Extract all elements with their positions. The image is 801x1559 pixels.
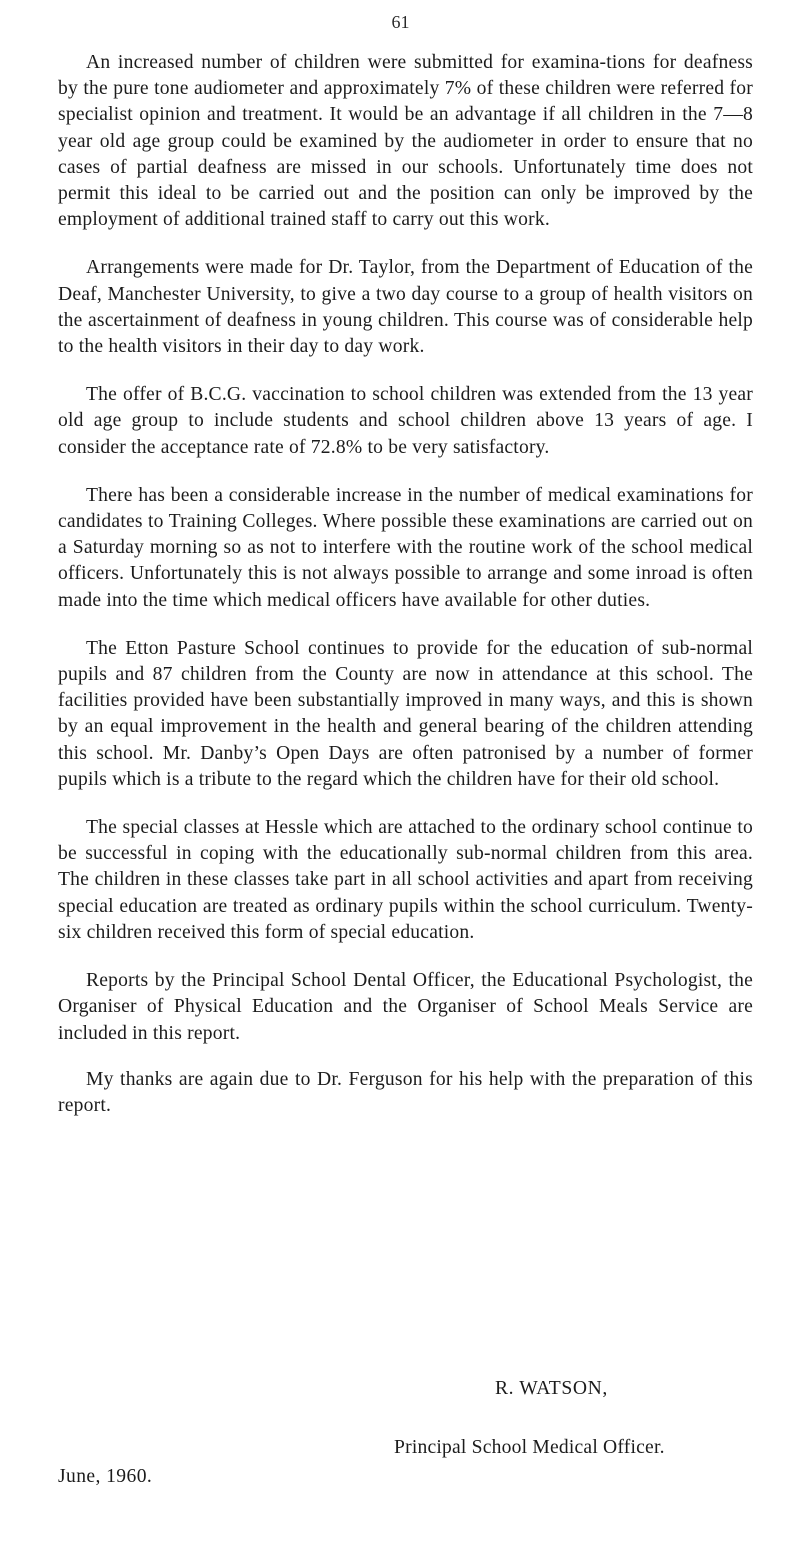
paragraph-audiometer: An increased number of children were submitted for examina-tions for deafness by the pure tone audiometer and approximately 7% of these children were referred for specialist opinion and treatment. It would be an advantage if all children in the 7—8 year old age group could be examined by the audiometer in order to ensure that no cases of partial deafness are missed in our schools. Unfortunately time does not permit this ideal to be carried out and the position can only be improved by the employment of additional trained staff to carry out this work. — [58, 52, 753, 231]
paragraph-training-colleges: There has been a considerable increase in the number of medical examinations for candidates to Training Colleges. Where possible these examinations are carried out on a Saturday morning so as not to interfere with the routine work of the school medical officers. Unfortunately this is not always possible to arrange and some inroad is often made into the time which medical officers have available for other duties. — [58, 484, 753, 611]
paragraph-thanks: My thanks are again due to Dr. Ferguson for his help with the preparation of this report. — [58, 1068, 753, 1116]
paragraph-etton-pasture-school: The Etton Pasture School continues to provide for the education of sub-normal pupils and 87 children from the County are now in attendance at this school. The facilities provided have been substantially improved in many ways, and this is shown by an equal improvement in the health and general bearing of the children attending this school. Mr. Danby’s Open Days are often patronised by a number of former pupils which is a tribute to the regard which the children have for their old school. — [58, 637, 753, 790]
paragraph-hessle-special-classes: The special classes at Hessle which are attached to the ordinary school continue to be successful in coping with the educationally sub-normal children from this area. The children in these classes take part in all school activities and apart from receiving special education are treated as ordinary pupils within the school curriculum. Twenty-six children received this form of special education. — [58, 817, 753, 943]
paragraph-reports-included: Reports by the Principal School Dental Officer, the Educational Psychologist, the Organiser of Physical Education and the Organiser of School Meals Service are included in this report. — [58, 970, 753, 1044]
signature-name: R. WATSON, — [495, 1378, 608, 1399]
report-body — [58, 50, 753, 1141]
page-number: 61 — [391, 12, 410, 32]
signature-title: Principal School Medical Officer. — [394, 1437, 665, 1458]
report-date: June, 1960. — [58, 1466, 153, 1487]
paragraph-deafness-course: Arrangements were made for Dr. Taylor, from the Department of Education of the Deaf, Manchester University, to give a two day course to a group of health visitors on the ascertainment of deafness in young children. This course was of considerable help to the health visitors in their day to day work. — [58, 257, 753, 358]
paragraph-bcg-vaccination: The offer of B.C.G. vaccination to school children was extended from the 13 year old age group to include students and school children above 13 years of age. I consider the acceptance rate of 72.8% to be very satisfactory. — [58, 384, 753, 458]
